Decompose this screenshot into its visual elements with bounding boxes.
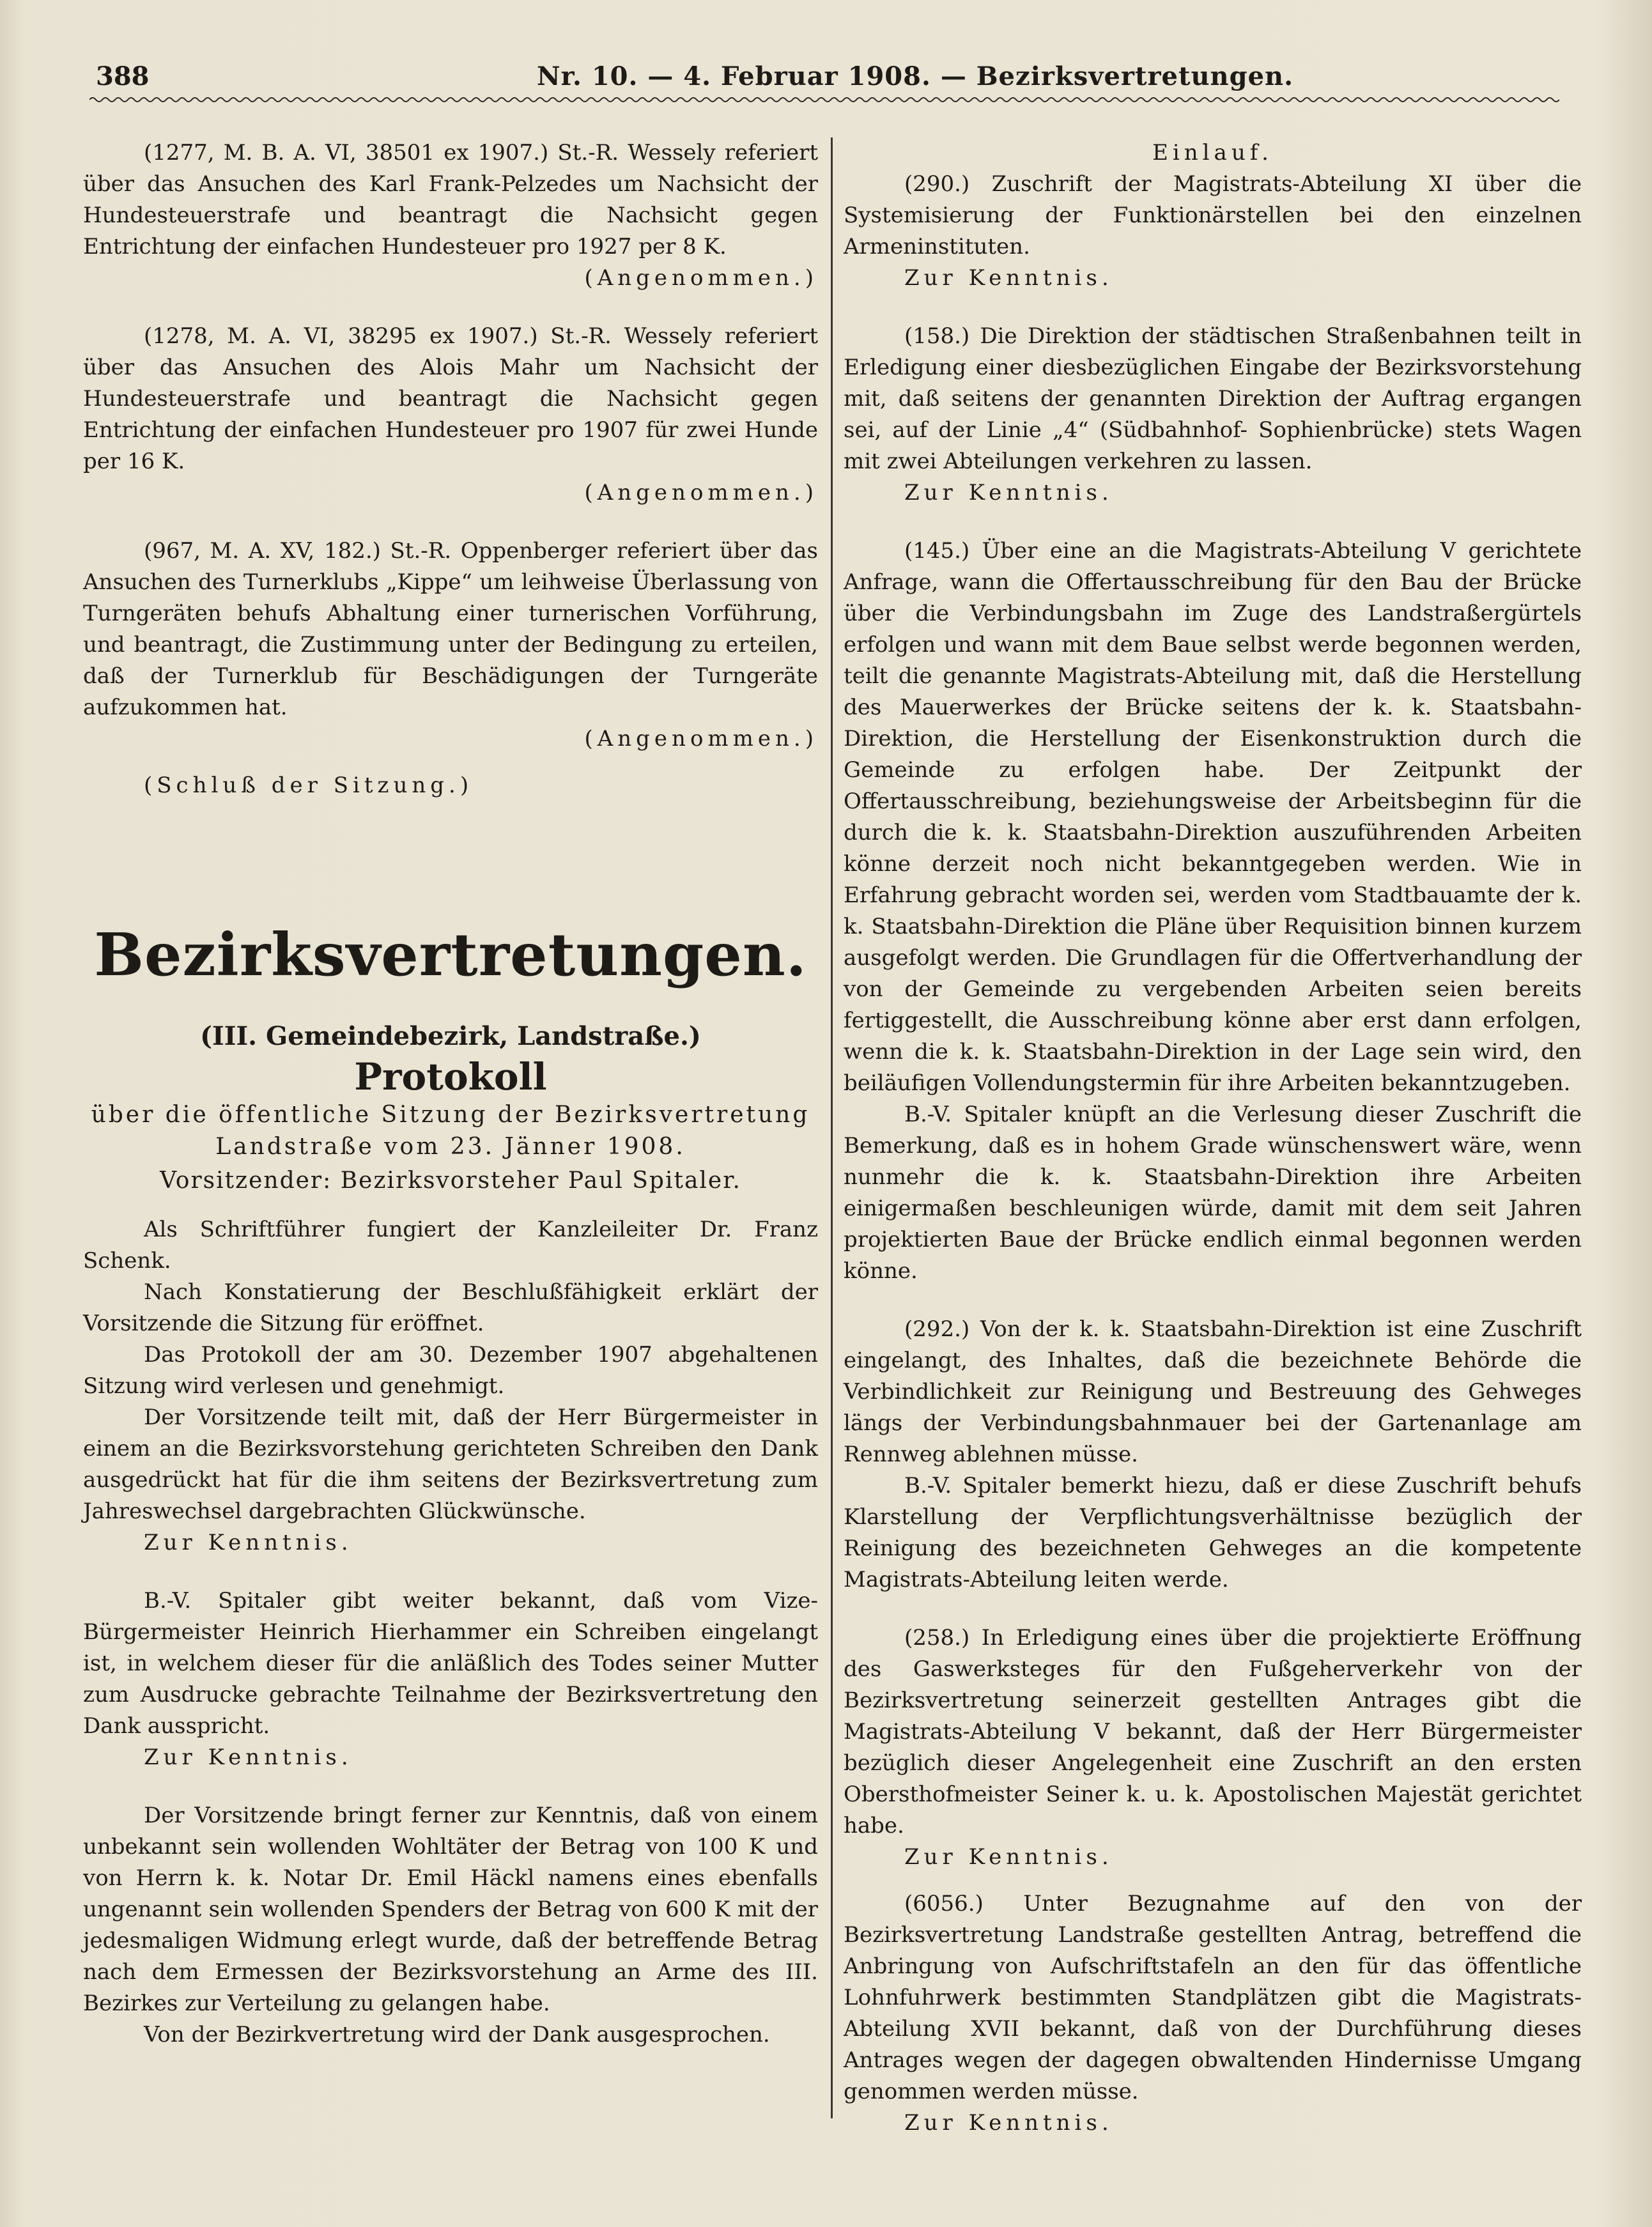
session-end-note: (Schluß der Sitzung.)	[144, 773, 474, 798]
noted-line: Zur Kenntnis.	[144, 1745, 353, 1770]
paragraph: (158.) Die Direktion der städtischen Straßenbahnen teilt in Erledigung einer diesbezüglichen Eingabe der Bezirksvorstehung mit, daß seitens der genannten Direktion der Auftrag ergangen sei, auf der Linie „4“ (Südbahnhof- Sophienbrücke) stets Wagen mit zwei Abteilungen verkehren zu lassen.	[844, 323, 1582, 474]
result-note: (Angenommen.)	[584, 726, 818, 751]
protocol-subtitle: über die öffentliche Sitzung der Bezirksvertretung Landstraße vom 23. Jänner 1908.	[91, 1102, 810, 1160]
paragraph: Der Vorsitzende bringt ferner zur Kenntnis, daß von einem unbekannt sein wollenden Wohltäter der Betrag von 100 K und von Herrn k. k. Notar Dr. Emil Häckl namens eines ebenfalls ungenannt sein wollenden Spenders der Betrag von 600 K mit der jedesmaligen Widmung erlegt wurde, daß der betreffende Betrag nach dem Ermessen der Bezirksvorstehung an Arme des III. Bezirkes zur Verteilung zu gelangen habe.	[83, 1803, 818, 2016]
running-title: Nr. 10. — 4. Februar 1908. — Bezirksvertretungen.	[537, 61, 1294, 91]
left-column	[83, 137, 818, 2051]
result-note: (Angenommen.)	[584, 480, 818, 505]
paragraph: Als Schriftführer fungiert der Kanzleileiter Dr. Franz Schenk.	[83, 1217, 818, 1274]
column-divider	[831, 137, 833, 2118]
result-note: (Angenommen.)	[584, 265, 818, 291]
paragraph: (292.) Von der k. k. Staatsbahn-Direktion ist eine Zuschrift eingelangt, des Inhaltes, daß die bezeichnete Behörde die Verbindlichkeit zur Reinigung und Bestreuung des Gehweges längs der Verbindungsbahnmauer bei der Gartenanlage am Rennweg ablehnen müsse.	[844, 1316, 1582, 1467]
noted-line: Zur Kenntnis.	[904, 1844, 1113, 1870]
paragraph: (1277, M. B. A. VI, 38501 ex 1907.) St.-R. Wessely referiert über das Ansuchen des Karl Frank-Pelzedes um Nachsicht der Hundesteuerstrafe und beantragt die Nachsicht gegen Entrichtung der einfachen Hundesteuer pro 1927 per 8 K.	[83, 140, 818, 259]
paragraph: (290.) Zuschrift der Magistrats-Abteilung XI über die Systemisierung der Funktionärstellen bei den einzelnen Armeninstituten.	[844, 171, 1582, 259]
paragraph: B.-V. Spitaler gibt weiter bekannt, daß vom Vize-Bürgermeister Heinrich Hierhammer ein Schreiben eingelangt ist, in welchem dieser für die anläßlich des Todes seiner Mutter zum Ausdrucke gebrachte Teilnahme der Bezirksvertretung den Dank ausspricht.	[83, 1588, 818, 1739]
paragraph: (1278, M. A. VI, 38295 ex 1907.) St.-R. Wessely referiert über das Ansuchen des Alois Mahr um Nachsicht der Hundesteuerstrafe und beantragt die Nachsicht gegen Entrichtung der einfachen Hundesteuer pro 1907 für zwei Hunde per 16 K.	[83, 323, 818, 474]
paragraph: (145.) Über eine an die Magistrats-Abteilung V gerichtete Anfrage, wann die Offertausschreibung für den Bau der Brücke über die Verbindungsbahn im Zuge des Landstraßergürtels erfolgen und wann mit dem Baue selbst werde begonnen werden, teilt die genannte Magistrats-Abteilung mit, daß die Herstellung des Mauerwerkes der Brücke seitens der k. k. Staatsbahn-Direktion, die Herstellung der Eisenkonstruktion durch die Gemeinde zu erfolgen habe. Der Zeitpunkt der Offertausschreibung, beziehungsweise der Arbeitsbeginn für die durch die k. k. Staatsbahn-Direktion auszuführenden Arbeiten könne derzeit noch nicht bekanntgegeben werden. Wie in Erfahrung gebracht worden sei, werden vom Stadtbauamte der k. k. Staatsbahn-Direktion die Pläne über Requisition binnen kurzem ausgefolgt werden. Die Grundlagen für die Offertverhandlung der von der Gemeinde zu vergebenden Arbeiten seien bereits fertiggestellt, die Ausschreibung könne aber erst dann erfolgen, wenn die k. k. Staatsbahn-Direktion in der Lage sein wird, den beiläufigen Vollendungstermin für ihre Arbeiten bekanntzugeben.	[844, 538, 1582, 1096]
paragraph: Der Vorsitzende teilt mit, daß der Herr Bürgermeister in einem an die Bezirksvorstehung gerichteten Schreiben den Dank ausgedrückt hat für die ihm seitens der Bezirksvertretung zum Jahreswechsel dargebrachten Glückwünsche.	[83, 1405, 818, 1524]
paragraph: Nach Konstatierung der Beschlußfähigkeit erklärt der Vorsitzende die Sitzung für eröffnet.	[83, 1279, 818, 1336]
paragraph: Das Protokoll der am 30. Dezember 1907 abgehaltenen Sitzung wird verlesen und genehmigt.	[83, 1342, 818, 1399]
paragraph: (967, M. A. XV, 182.) St.-R. Oppenberger referiert über das Ansuchen des Turnerklubs „Kippe“ um leihweise Überlassung von Turngeräten behufs Abhaltung einer turnerischen Vorführung, und beantragt, die Zustimmung unter der Bedingung zu erteilen, daß der Turnerklub für Beschädigungen der Turngeräte aufzukommen hat.	[83, 538, 818, 720]
protocol-heading: Protokoll	[354, 1055, 547, 1098]
noted-line: Zur Kenntnis.	[144, 1530, 353, 1555]
noted-line: Zur Kenntnis.	[904, 265, 1113, 291]
chair-line: Vorsitzender: Bezirksvorsteher Paul Spitaler.	[160, 1167, 741, 1194]
paragraph: (6056.) Unter Bezugnahme auf den von der Bezirksvertretung Landstraße gestellten Antrag, betreffend die Anbringung von Aufschriftstafeln an den für das öffentliche Lohnfuhrwerk bestimmten Standplätzen gibt die Magistrats-Abteilung XVII bekannt, daß von der Durchführung dieses Antrages wegen der dagegen obwaltenden Hindernisse Umgang genommen werden müsse.	[844, 1891, 1582, 2104]
page-number: 388	[96, 61, 150, 91]
paragraph: (258.) In Erledigung eines über die projektierte Eröffnung des Gaswerksteges für den Fußgeherverkehr von der Bezirksvertretung seinerzeit gestellten Antrages gibt die Magistrats-Abteilung V bekannt, daß der Herr Bürgermeister bezüglich dieser Angelegenheit eine Zuschrift an den ersten Obersthofmeister Seiner k. u. k. Apostolischen Majestät gerichtet habe.	[844, 1625, 1582, 1838]
inbox-heading: Einlauf.	[1152, 140, 1273, 166]
district-heading: (III. Gemeindebezirk, Landstraße.)	[200, 1021, 701, 1051]
noted-line: Zur Kenntnis.	[904, 2110, 1113, 2136]
right-column	[844, 137, 1582, 2139]
section-title: Bezirksvertretungen.	[94, 920, 807, 989]
header-rule	[89, 96, 1559, 104]
paragraph: Von der Bezirkvertretung wird der Dank ausgesprochen.	[144, 2022, 770, 2047]
paragraph: B.-V. Spitaler knüpft an die Verlesung dieser Zuschrift die Bemerkung, daß es in hohem Grade wünschenswert wäre, wenn nunmehr die k. k. Staatsbahn-Direktion ihre Arbeiten einigermaßen beschleunigen würde, damit mit dem seit Jahren projektierten Baue der Brücke endlich einmal begonnen werden könne.	[844, 1102, 1582, 1284]
noted-line: Zur Kenntnis.	[904, 480, 1113, 505]
paragraph: B.-V. Spitaler bemerkt hiezu, daß er diese Zuschrift behufs Klarstellung der Verpflichtungsverhältnisse bezüglich der Reinigung des bezeichneten Gehweges an die kompetente Magistrats-Abteilung leiten werde.	[844, 1473, 1582, 1592]
